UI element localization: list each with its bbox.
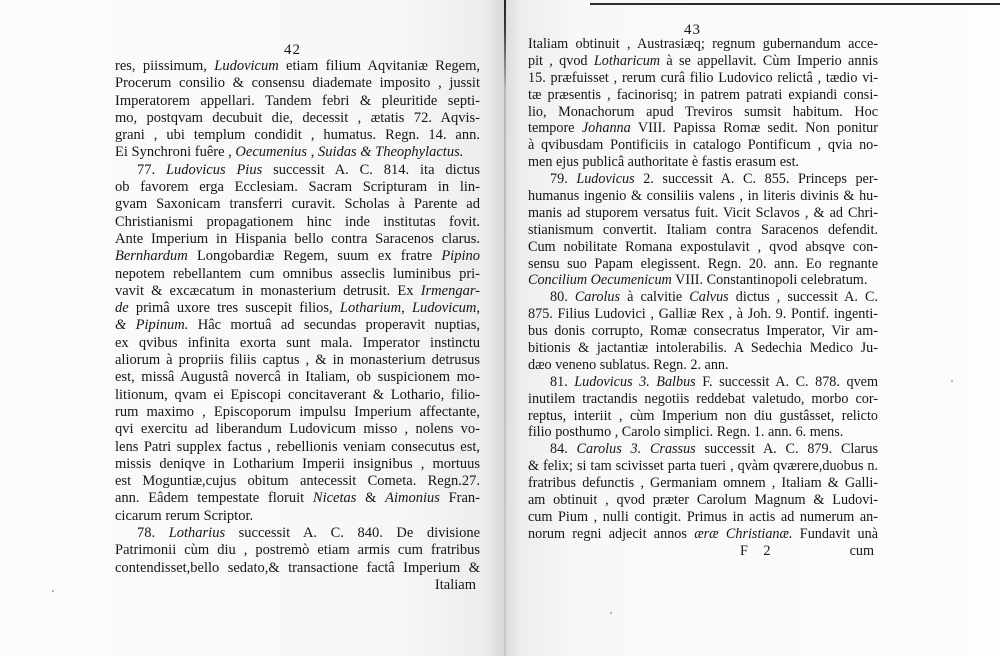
text-line	[115, 196, 480, 213]
italic-text: Pipino	[441, 248, 480, 265]
roman-text: stianismum convertit. Italiam contra Saracenos defendit.	[528, 221, 878, 238]
text-line	[115, 525, 480, 542]
line-text	[528, 87, 878, 103]
text-line	[528, 306, 878, 323]
line-text	[115, 266, 480, 282]
roman-text: successit A. C. 840. De divisione	[225, 525, 480, 542]
text-line	[115, 387, 480, 404]
italic-text: de	[115, 300, 129, 317]
line-text	[528, 222, 878, 238]
text-line	[528, 340, 878, 357]
line-text	[115, 490, 480, 506]
line-text	[528, 458, 878, 474]
roman-text: 79.	[550, 171, 577, 188]
roman-text: Patrimonii cùm diu , postremò etiam armis cum fratribus	[115, 542, 480, 559]
line-text	[115, 127, 480, 143]
italic-text: Lotharicum	[593, 52, 661, 69]
italic-text: Carolus 3. Crassus	[576, 441, 696, 458]
roman-text: VIII. Papissa Romæ sedit. Non ponitur	[630, 120, 879, 137]
line-text	[528, 323, 878, 339]
line-text	[528, 36, 878, 52]
italic-text: Oecumenius , Suidas & Theophylactus.	[235, 144, 464, 161]
roman-text: mo, postqvam decubuit die, decessit , ætatis 72. Aqvis-	[115, 109, 480, 126]
page-edge	[590, 3, 1000, 5]
text-line	[528, 188, 878, 205]
line-text	[115, 387, 480, 403]
line-text	[115, 473, 480, 489]
roman-text: ob favorem erga Ecclesiam. Sacram Scripturam in lin-	[115, 179, 480, 196]
roman-text: am obtinuit , qvod præter Carolum Magnum & Ludovi-	[528, 492, 878, 509]
line-text	[115, 560, 480, 576]
roman-text: à qvibusdam Pontificiis in catalogo Pontificum , qvia no-	[528, 137, 878, 154]
page-foot	[115, 577, 480, 594]
line-text	[528, 509, 878, 525]
italic-text: Ludovicus	[576, 171, 635, 188]
page-foot	[528, 543, 878, 560]
text-line	[115, 127, 480, 144]
line-text	[550, 171, 878, 187]
text-line	[115, 421, 480, 438]
roman-text: à se appellavit. Cùm Imperio annis	[660, 52, 878, 69]
line-text	[550, 374, 878, 390]
roman-text: Hâc mortuâ ad secundas properavit nuptias,	[188, 317, 480, 334]
text-line	[528, 137, 878, 154]
roman-text: 81.	[550, 373, 575, 390]
right-page-text	[528, 36, 878, 560]
book-gutter	[504, 0, 506, 656]
roman-text: Christianismi propagationem hinc inde institutas fovit.	[115, 213, 480, 230]
text-line	[528, 53, 878, 70]
roman-text: est, missâ Augustâ novercâ in Italiam, ob suspicionem mo-	[115, 369, 480, 386]
line-text	[528, 357, 729, 373]
line-text	[528, 306, 878, 322]
roman-text: aliorum à propriis filiis captus , & in monasterium detrusus	[115, 352, 480, 369]
text-line	[115, 110, 480, 127]
paper-speck	[52, 590, 54, 592]
text-line	[115, 144, 480, 161]
text-line	[528, 120, 878, 137]
roman-text: 80.	[550, 289, 575, 306]
text-line	[115, 317, 480, 334]
line-text	[115, 231, 480, 247]
text-line	[115, 352, 480, 369]
roman-text: missis deniqve in Lotharium Imperii insignibus , mortuus	[115, 455, 480, 472]
page-number-left: 42	[284, 42, 301, 58]
line-text	[528, 256, 878, 272]
italic-text: Ludovicus Pius	[165, 161, 263, 178]
line-text	[115, 335, 480, 351]
roman-text: grani , ubi templum condidit , humatus. Regn. 14. ann.	[115, 127, 480, 144]
italic-text: Johanna	[581, 120, 631, 137]
text-line	[115, 75, 480, 92]
text-line	[115, 508, 480, 525]
roman-text: reptus, interiit , cùm Imperium non diu gustâsset, relicto	[528, 407, 878, 424]
text-line	[528, 458, 878, 475]
roman-text: norum regni adjecit annos	[528, 525, 695, 542]
line-text	[528, 70, 878, 86]
italic-text: Carolus	[574, 289, 621, 306]
line-text	[528, 526, 878, 542]
roman-text: filio posthumo , Carolo simplici. Regn. 1. ann. 6. mens.	[528, 424, 844, 441]
roman-text: humanus ingenio & consiliis valens , in literis divinis & hu-	[528, 188, 878, 205]
roman-text: vavit & excæcatum in monasterium detrusit. Ex	[115, 282, 421, 299]
line-text	[528, 120, 878, 136]
roman-text: res, piissimum,	[115, 58, 215, 74]
text-line	[115, 335, 480, 352]
line-text	[528, 408, 878, 424]
text-line	[115, 214, 480, 231]
line-text	[115, 214, 480, 230]
line-text	[115, 421, 480, 437]
line-text	[528, 104, 878, 120]
line-text	[115, 439, 480, 455]
roman-text: litionum, qvam ei Episcopi concitaverant & Lothario, filio-	[115, 386, 480, 403]
text-line	[115, 300, 480, 317]
roman-text: pit , qvod	[528, 52, 594, 69]
roman-text: inutilem tractandis negotiis reddebat valetudo, morbo cor-	[528, 390, 878, 407]
roman-text: bus donis corrupto, Romæ consecratus Imperator, Vir am-	[528, 323, 878, 340]
text-line	[115, 490, 480, 507]
line-text	[528, 475, 878, 491]
page-number-right: 43	[684, 22, 701, 38]
italic-text: Lotharium, Ludovicum,	[339, 300, 481, 317]
text-line	[115, 439, 480, 456]
line-text	[115, 75, 480, 91]
roman-text: men ejus publicâ authoritate è fastis erasum est.	[528, 154, 800, 171]
italic-text: Ludovicus 3. Balbus	[574, 373, 696, 390]
line-text	[115, 542, 480, 558]
text-line	[528, 357, 878, 374]
text-line	[115, 404, 480, 421]
line-text	[115, 508, 253, 524]
roman-text: etiam filium Aqvitaniæ Regem,	[278, 58, 480, 74]
paper-speck	[951, 380, 953, 382]
text-line	[528, 87, 878, 104]
line-text	[528, 188, 878, 204]
line-text	[528, 154, 799, 170]
line-text	[528, 272, 867, 288]
text-line	[115, 369, 480, 386]
catchword: cum	[849, 542, 874, 559]
roman-text: fratribus defunctis , Germaniam omnem , Italiam & Galli-	[528, 475, 878, 492]
roman-text: ex qvibus infinita exorta sunt mala. Imperator instinctu	[115, 334, 480, 351]
line-text	[115, 248, 480, 264]
roman-text: sensu suo Papam elegissent. Regn. 20. ann. Eo regnante	[528, 255, 878, 272]
italic-text: Bernhardum	[115, 248, 188, 265]
italic-text: Concilium Oecumenicum	[528, 272, 672, 289]
roman-text: 2. successit A. C. 855. Princeps per-	[634, 171, 878, 188]
line-text	[528, 53, 878, 69]
roman-text: bitionis & jactantiæ intolerabilis. A Sedechia Medico Ju-	[528, 340, 878, 357]
roman-text: nepotem rebellantem cum omnibus asseclis luminibus pri-	[115, 265, 480, 282]
line-text	[550, 441, 878, 457]
text-line	[115, 248, 480, 265]
roman-text: est Moguntiæ,cujus obitum antecessit Cometa. Regn.27.	[115, 473, 480, 490]
roman-text: 875. Filius Ludovici , Galliæ Rex , à Joh. 9. Pontif. ingenti-	[528, 306, 878, 323]
text-line	[528, 526, 878, 543]
line-text	[528, 205, 878, 221]
roman-text: 78.	[137, 525, 169, 542]
text-line	[115, 162, 480, 179]
italic-text: Lotharius	[168, 525, 226, 542]
text-line	[528, 289, 878, 306]
text-line	[528, 171, 878, 188]
roman-text: Ante Imperium in Hispania bello contra Saracenos clarus.	[115, 230, 480, 247]
text-line	[115, 179, 480, 196]
roman-text: Ei Synchroni fuêre ,	[115, 144, 236, 161]
text-line	[528, 509, 878, 526]
left-page-text	[115, 58, 480, 594]
line-text	[115, 144, 463, 160]
italic-text: Aimonius	[385, 490, 440, 507]
italic-text: Nicetas	[312, 490, 357, 507]
roman-text: Cum nobilitate Romana expostulavit , qvod absqve con-	[528, 238, 878, 255]
text-line	[115, 560, 480, 577]
text-line	[528, 374, 878, 391]
roman-text: gvam Saxonicam transferri curavit. Scholas à Parente ad	[115, 196, 480, 213]
text-line	[528, 323, 878, 340]
text-line	[115, 456, 480, 473]
text-line	[528, 492, 878, 509]
line-text	[115, 369, 480, 385]
line-text	[528, 239, 878, 255]
text-line	[528, 475, 878, 492]
roman-text: rum maximo , Episcoporum impulsu Imperium affectante,	[115, 403, 480, 420]
line-text	[528, 340, 878, 356]
text-line	[115, 231, 480, 248]
text-line	[115, 266, 480, 283]
line-text	[528, 492, 878, 508]
text-line	[115, 93, 480, 110]
text-line	[528, 272, 878, 289]
line-text	[115, 58, 480, 74]
text-line	[528, 408, 878, 425]
italic-text: æræ Christianæ.	[694, 525, 793, 542]
italic-text: & Pipinum.	[115, 317, 189, 334]
roman-text: successit A. C. 814. ita dictus	[262, 161, 481, 178]
roman-text: &	[356, 490, 386, 507]
roman-text: manis ad stuporem versatus fuit. Vicit Sclavos , & ad Chri-	[528, 204, 878, 221]
roman-text: tæ præsentis , facinorisq; in patrem patrati expiandi consi-	[528, 86, 878, 103]
roman-text: tempore	[528, 120, 582, 137]
roman-text: primâ uxore tres suscepit filios,	[128, 300, 340, 317]
text-line	[528, 391, 878, 408]
roman-text: lens Patri supplex factus , rebellionis veniam consecutus est,	[115, 438, 480, 455]
roman-text: 15. præfuisset , rerum curâ filio Ludovico relictâ , tædio vi-	[528, 69, 878, 86]
text-line	[528, 104, 878, 121]
text-line	[115, 283, 480, 300]
text-line	[528, 424, 878, 441]
line-text	[115, 179, 480, 195]
line-text	[550, 289, 878, 305]
italic-text: Ludovicum	[214, 58, 279, 74]
roman-text: contendisset,bello sedato,& transactione factâ Imperium &	[115, 559, 480, 576]
line-text	[115, 456, 480, 472]
roman-text: 77.	[137, 161, 166, 178]
roman-text: Fundavit unà	[792, 525, 878, 542]
roman-text: Procerum consilio & consensu diademate imposito , jussit	[115, 75, 480, 92]
text-line	[528, 70, 878, 87]
roman-text: 84.	[550, 441, 577, 458]
roman-text: F. successit A. C. 878. qvem	[695, 373, 878, 390]
line-text	[137, 525, 480, 541]
roman-text: lio, Monachorum apud Treviros sumsit habitum. Hoc	[528, 103, 878, 120]
line-text	[528, 137, 878, 153]
signature-mark: F 2	[740, 542, 777, 559]
roman-text: dæo veneno sublatus. Regn. 2. ann.	[528, 356, 729, 373]
roman-text: qvi exercitu ad liberandum Ludovicum misso , nolens vo-	[115, 421, 480, 438]
line-text	[115, 196, 480, 212]
text-line	[528, 222, 878, 239]
text-line	[528, 256, 878, 273]
roman-text: cum Pium , nulli contigit. Primus in actis ad numerum an-	[528, 508, 878, 525]
line-text	[528, 391, 878, 407]
line-text	[115, 352, 480, 368]
line-text	[115, 93, 480, 109]
roman-text: Fran-	[439, 490, 481, 507]
italic-text: Irmengar-	[420, 282, 480, 299]
text-line	[528, 154, 878, 171]
line-text	[115, 283, 480, 299]
text-line	[528, 36, 878, 53]
roman-text: Longobardiæ Regem, suum ex fratre	[187, 248, 442, 265]
roman-text: cicarum rerum Scriptor.	[115, 507, 254, 524]
roman-text: à calvitie	[620, 289, 690, 306]
text-line	[528, 239, 878, 256]
roman-text: & felix; si tam scivisset parta tueri , qvàm qværere,duobus n.	[528, 458, 878, 475]
roman-text: successit A. C. 879. Clarus	[695, 441, 878, 458]
line-text	[528, 424, 843, 440]
line-text	[115, 300, 480, 316]
italic-text: Calvus	[689, 289, 729, 306]
roman-text: Imperatorem appellari. Tandem febri & pleuritide septi-	[115, 92, 480, 109]
text-line	[528, 441, 878, 458]
line-text	[137, 162, 480, 178]
text-line	[115, 58, 480, 75]
text-line	[115, 473, 480, 490]
catchword: Italiam	[434, 576, 476, 593]
roman-text: dictus , successit A. C.	[728, 289, 878, 306]
paper-speck	[610, 612, 612, 614]
roman-text: VIII. Constantinopoli celebratum.	[671, 272, 868, 289]
line-text	[115, 110, 480, 126]
text-line	[528, 205, 878, 222]
line-text	[115, 317, 480, 333]
roman-text: Italiam obtinuit , Austrasiæq; regnum gubernandum acce-	[528, 36, 878, 52]
roman-text: ann. Eâdem tempestate floruit	[115, 490, 313, 507]
line-text	[115, 404, 480, 420]
text-line	[115, 542, 480, 559]
